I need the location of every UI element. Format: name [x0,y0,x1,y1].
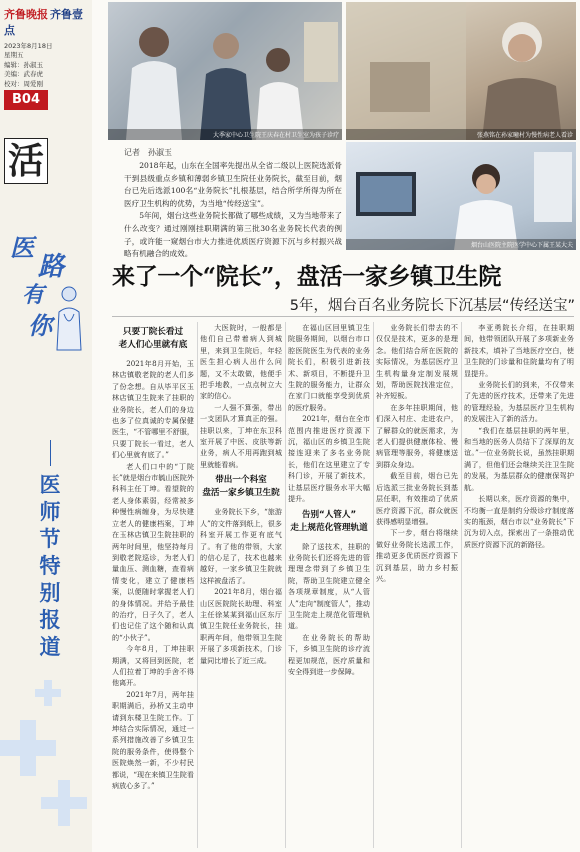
column-divider [461,322,462,848]
photo-doctor-with-patient [108,2,342,140]
column-art-title [8,228,84,343]
body-column-1 [112,322,194,848]
body-paragraph: 业务院长下乡，“旅游人”的文件落到纸上，很多科室开展工作更有底气了。有了他的带领，大家的信心足了，技术也越来越好，一家乡镇卫生院就这样被盘活了。 [200,507,282,585]
photo-elderly-patient [346,2,576,140]
body-paragraph: 一人强不算强，带出一支团队才算真正的强。挂职以来，丁坤在东卫科室开展了中医、皮肤等新业务，病人不用再跑到城里就能看病。 [200,402,282,469]
masthead [4,6,90,89]
body-paragraph: 业务院长们带去的不仅仅是技术，更多的是理念。他们结合所在医院的实际情况，为基层医疗卫生机构量身定制发展规划，帮助医院找准定位，补齐短板。 [376,323,458,401]
section-heading: 只要丁院长看过 老人们心里就有底 [118,327,188,350]
editor: 编辑：孙淑玉 [4,60,43,69]
body-paragraph: 除了送技术，挂职的业务院长们还将先进的管理理念带到了乡镇卫生院，帮助卫生院建立健全各项规章制度，从“人管人”走向“制度管人”，推动卫生院走上规范化管理轨道。 [288,541,370,631]
section-heading: 带出一个科室 盘活一家乡镇卫生院 [202,475,280,499]
body-paragraph: 长期以来，医疗资源的集中，不均衡一直是制约分级诊疗制度落实的瓶颈，烟台市以“业务院长”下沉为切入点，探索出了一条推动优质医疗资源下沉的新路径。 [464,494,574,549]
article-lead [124,160,342,261]
photo-scene-illustration [108,2,342,140]
body-paragraph: “我们在基层挂职的两年里，和当地的医务人员结下了深厚的友谊。”一位业务院长说，虽然挂职期满了，但他们还会继续关注卫生院的发展，为基层群众的健康保驾护航。 [464,425,574,492]
body-column-2 [200,322,282,848]
body-column-3 [288,322,370,848]
left-sidebar [0,0,92,852]
body-column-4 [376,322,458,848]
body-paragraph: 业务院长们的到来，不仅带来了先进的医疗技术，还带来了先进的管理经验，为基层医疗卫生机构的发展注入了新的活力。 [464,380,574,424]
photo-scene-illustration [346,142,576,250]
body-paragraph: 李亚勇院长介绍，在挂职期间，他带领团队开展了多项新业务新技术，填补了当地医疗空白，使卫生院的门诊量和住院量均有了明显提升。 [464,323,574,378]
column-title-char-3: 有 [22,283,45,308]
lead-paragraph: 5年间，烟台这些业务院长都做了哪些成绩，又为当地带来了什么改变？通过刚刚挂职期满的第三批30名业务院长代表的例子，或许能一窥烟台市大力推进优质医疗资源下沉与乡村振兴战略有机融合的成效。 [124,211,342,259]
page-number-badge: B04 [4,90,48,110]
photo-caption: 大季家中心卫生院王庆春在村卫生室为孩子诊疗 [108,129,342,140]
doctor-figure-icon [52,284,86,354]
body-paragraph: 2021年8月开始，玉林店镇敬老院的老人们多了份念想。自从毕平区玉林店镇卫生院来了挂职的业务院长，老人们的身边也多了位真诚的专属保健医生，“不管哪里不舒服，只要丁院长一看过，老人们心里就有底了。” [112,359,194,460]
body-paragraph: 2021年，烟台在全市范围内推进医疗资源下沉，福山区的乡镇卫生院接连迎来了多名业务院长，他们在这里建立了专科门诊，开展了新技术，让基层医疗服务水平大幅提升。 [288,414,370,504]
issue-weekday: 星期五 [4,51,24,60]
column-title-char-4: 你 [28,312,52,340]
body-paragraph: 2021年8月，烟台福山区医院院长助理、科室主任徐某某到福山区东厅镇卫生院任业务院长，挂职两年间，他带领卫生院开展了多项新技术，门诊量同比增长了近三成。 [200,587,282,665]
photo-caption: 烟台山医院主院医学中心下属王某大夫 [346,239,576,250]
body-paragraph: 大医院时，一般都是他们自己带着病人到城里，来到卫生院后，年轻医生担心病人出什么问题，又不太敢做，他便手把手地教，一点点树立大家的信心。 [200,323,282,401]
cross-shape [35,689,61,697]
column-divider [373,322,374,848]
decorative-crosses [0,680,92,852]
cross-shape [41,797,87,809]
headline-rule [112,316,574,317]
special-report-label: 医师节特别报道 [30,440,70,661]
newspaper-name: 齐鲁晚报 齐鲁壹点 [4,8,83,37]
issue-date: 2023年8月18日 [4,42,53,50]
body-paragraph: 老人们口中的“丁院长”就是烟台市毓山医院外科科主任丁坤。看望院的老人身体素弱，经常被多种慢性病缠身，为尽快建立老人的健康档案，丁坤在玉林店镇卫生院挂职的两年时间里，他坚持每月到敬老院巡诊，为老人们量血压、测血糖，查看病情变化，建立了健康档案，以便随时掌握老人们的身体情况。并给予最佳的治疗，日子久了，老人们也记住了这个随和认真的“小伙子”。 [112,461,194,642]
designer: 美编：武春虎 [4,70,43,79]
body-paragraph: 在多年挂职期间，他们深入村庄、走进农户，了解群众的就医需求，为老人们提供健康体检、慢病管理等服务，将健康送到群众身边。 [376,402,458,469]
column-divider [197,322,198,848]
article-subheadline: 5年，烟台百名业务院长下沉基层“传经送宝” [289,298,575,314]
issue-info [4,42,90,89]
body-paragraph: 在福山区回里镇卫生院服务期间，以烟台市口腔医院医生为代表的业务院长们，积极引进新技术、新项目，不断提升卫生院的服务能力，让群众在家门口就能享受到优质的医疗服务。 [288,323,370,412]
column-divider [285,322,286,848]
body-paragraph: 截至目前，烟台已先后选派三批业务院长到基层任职，有效推动了优质医疗资源下沉，群众就医获得感明显增强。 [376,471,458,526]
body-paragraph: 2021年7月，两年挂职期满后，孙桥又主动申请到东楼卫生院工作。丁坤结合实际情况，通过一系列措施改善了乡镇卫生院的服务条件，使得整个医院焕然一新，不少村民都说，“现在来镇卫生院看病放心多了。” [112,689,194,791]
column-title-char-1: 医 [10,234,34,262]
body-paragraph: 今年8月，丁坤挂职期满，又将回到医院，老人们拉着丁坤的手舍不得他离开。 [112,644,194,688]
photo-doctor-at-computer [346,142,576,250]
column-title-char-2: 路 [38,252,65,282]
photo-scene-illustration [346,2,576,140]
article-headline: 来了一个“院长”，盘活一家乡镇卫生院 [112,263,502,290]
cross-shape [0,740,56,756]
article-byline: 记者 孙淑玉 [124,148,172,157]
proofreader: 校对：周爱刚 [4,79,43,88]
section-heading: 告别“人管人” 走上规范化管理轨道 [290,509,368,533]
photo-caption: 张燕铭在孙家疃村为慢性病老人看诊 [346,129,576,140]
lead-paragraph: 2018年起，山东在全国率先提出从全省二级以上医院选派骨干到县级重点乡镇和薄弱乡镇卫生院任业务院长，截至目前，烟台已先后选派100名“业务院长”扎根基层，结合所学所得为所在医疗卫生机构的优势，为当地“传经送宝”。 [124,161,342,208]
body-column-5 [464,322,574,848]
section-title: 活 [4,138,48,184]
body-paragraph: 在业务院长的帮助下，乡镇卫生院的诊疗流程更加规范，医疗质量和安全得到进一步保障。 [288,632,370,676]
divider-line [50,440,51,466]
body-paragraph: 下一步，烟台将继续做好业务院长选派工作，推动更多优质医疗资源下沉到基层，助力乡村振兴。 [376,528,458,583]
